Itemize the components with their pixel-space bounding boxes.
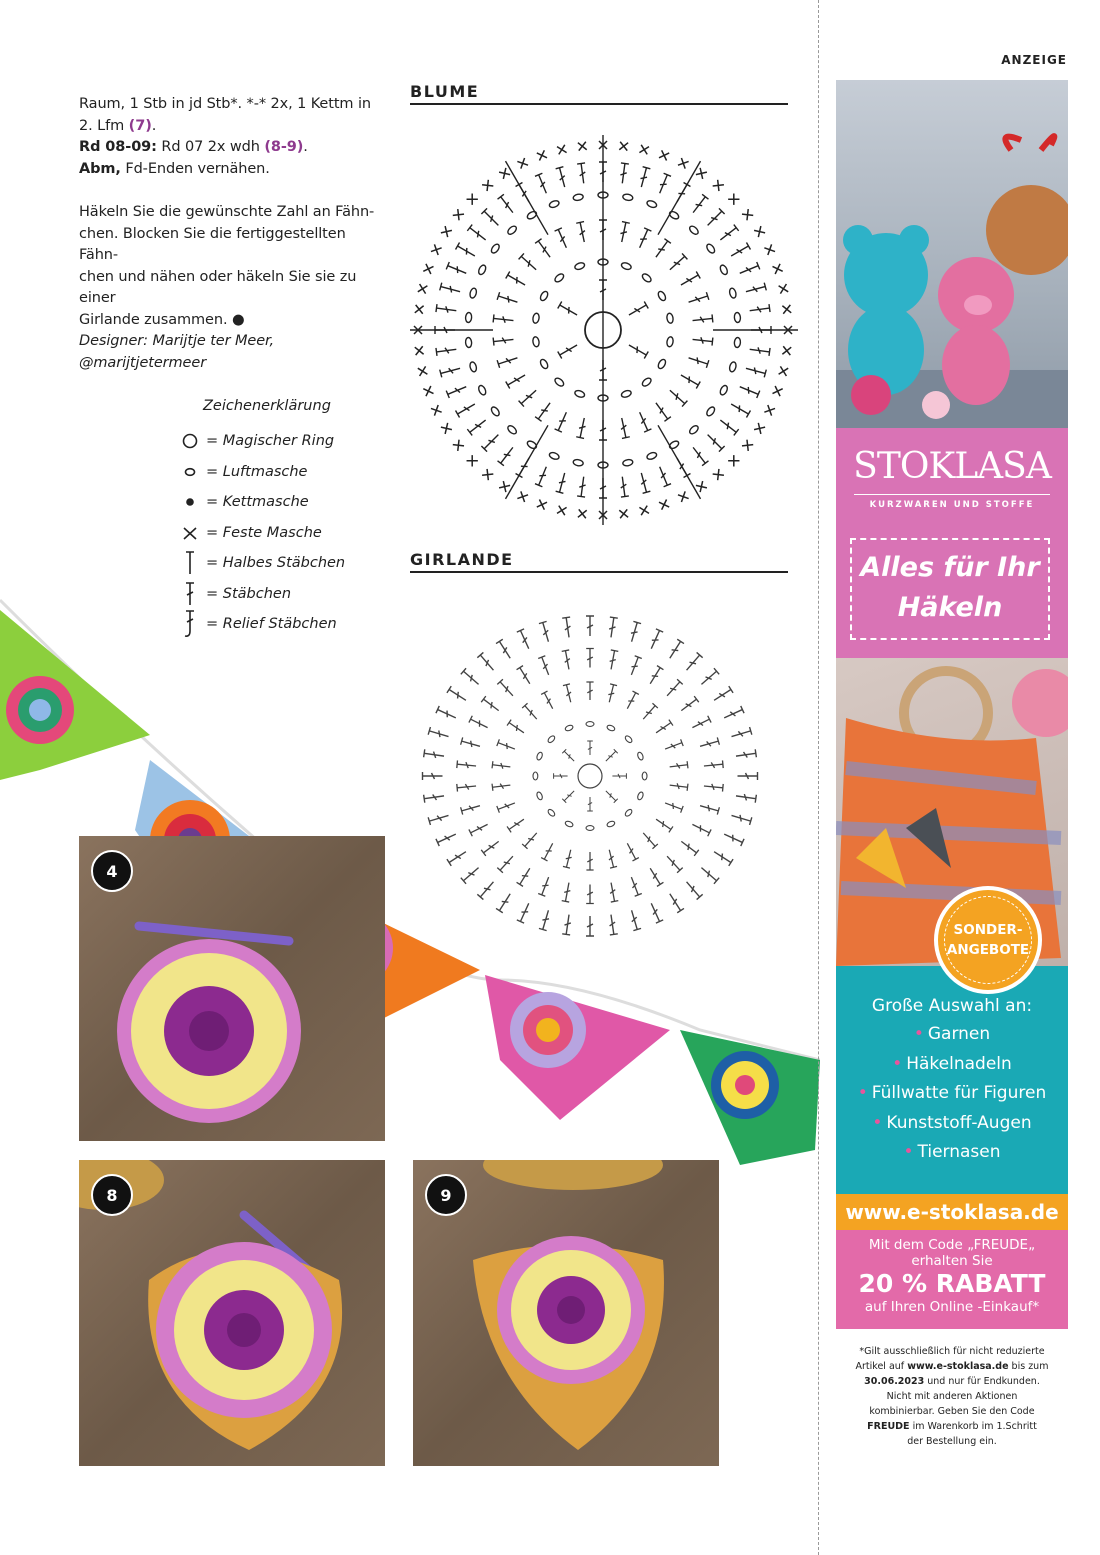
legend-row: = Luftmasche: [178, 457, 408, 488]
instruction-line: 2. Lfm (7).: [79, 117, 157, 134]
section-heading-girlande: GIRLANDE: [410, 550, 788, 573]
half-double-icon: [178, 550, 202, 576]
ad-discount-panel: Mit dem Code „FREUDE„ erhalten Sie 20 % RABATT auf Ihren Online -Einkauf*: [836, 1230, 1068, 1329]
chain-stitch-icon: [178, 459, 202, 485]
instruction-paragraph: Häkeln Sie die gewünschte Zahl an Fähn-: [79, 204, 375, 220]
designer-credit: Designer: Marijtje ter Meer,: [79, 333, 275, 349]
legend-row: = Kettmasche: [178, 487, 408, 518]
stoklasa-advertisement[interactable]: [836, 80, 1068, 1329]
step-badge: 8: [91, 1174, 133, 1216]
ad-brand-panel: [836, 428, 1068, 658]
instruction-line: Raum, 1 Stb in jd Stb*. *-* 2x, 1 Kettm in: [79, 96, 371, 112]
single-crochet-icon: [178, 520, 202, 546]
discount-amount: 20 % RABATT: [858, 1269, 1046, 1298]
brand-tagline: KURZWAREN UND STOFFE: [869, 500, 1035, 510]
legend-row: = Relief Stäbchen: [178, 609, 408, 640]
ad-fine-print: *Gilt ausschließlich für nicht reduzierte Artikel auf www.e-stoklasa.de bis zum 30.06.2023 und nur für Endkunden. Nicht mit anderen Aktionen kombinierbar. Geben Sie den Code FREUDE im Warenkorb im 1.Schritt der Bestellung ein.: [855, 1346, 1049, 1447]
brand-logo: STOKLASA: [853, 446, 1051, 487]
step-badge: 4: [91, 850, 133, 892]
ad-slogan: Alles für Ihr Häkeln: [850, 538, 1050, 640]
ad-list-item: • Tiernasen: [903, 1142, 1001, 1162]
photo-step-4: [79, 836, 385, 1141]
ad-product-list: [836, 966, 1068, 1194]
legend-row: = Halbes Stäbchen: [178, 548, 408, 579]
ad-list-item: • Garnen: [913, 1024, 991, 1044]
ad-website-link[interactable]: www.e-stoklasa.de: [836, 1194, 1068, 1230]
ad-photo-toys: [836, 80, 1068, 428]
designer-handle: @marijtjetermeer: [79, 354, 207, 371]
legend-title: Zeichenerklärung: [203, 398, 331, 414]
ad-headline: Große Auswahl an:: [871, 996, 1033, 1016]
ad-list-item: • Kunststoff-Augen: [872, 1112, 1032, 1133]
pattern-instructions: Raum, 1 Stb in jd Stb*. *-* 2x, 1 Kettm in 2. Lfm (7). Rd 08-09: Rd 07 2x wdh (8-9). Abm, Fd-Enden vernähen. Häkeln Sie die gewünschte Zahl an Fähn- chen. Blocken Sie die fertiggestellten Fähn- chen und nähen oder häkeln Sie sie zu einer Girlande zusammen. ● Designer: Marijtje ter Meer, @marijtjetermeer: [79, 94, 389, 374]
step-badge: 9: [425, 1174, 467, 1216]
instruction-line: Rd 08-09: Rd 07 2x wdh (8-9).: [79, 139, 308, 155]
column-divider: [818, 0, 819, 1555]
legend-row: = Stäbchen: [178, 579, 408, 610]
ad-list-item: • Füllwatte für Figuren: [857, 1083, 1047, 1103]
ad-list-item: • Häkelnadeln: [892, 1053, 1012, 1074]
photo-step-9: [413, 1160, 719, 1466]
legend-row: = Magischer Ring: [178, 426, 408, 457]
flower-crochet-chart: [410, 125, 800, 530]
section-heading-blume: BLUME: [410, 82, 788, 105]
instruction-line: Abm, Fd-Enden vernähen.: [79, 160, 270, 177]
legend-row: = Feste Masche: [178, 518, 408, 549]
slip-stitch-icon: [178, 489, 202, 515]
photo-step-8: [79, 1160, 385, 1466]
ad-label: ANZEIGE: [1001, 53, 1067, 67]
special-offer-badge: SONDER- ANGEBOTE: [934, 886, 1042, 994]
magic-ring-icon: [178, 428, 202, 454]
